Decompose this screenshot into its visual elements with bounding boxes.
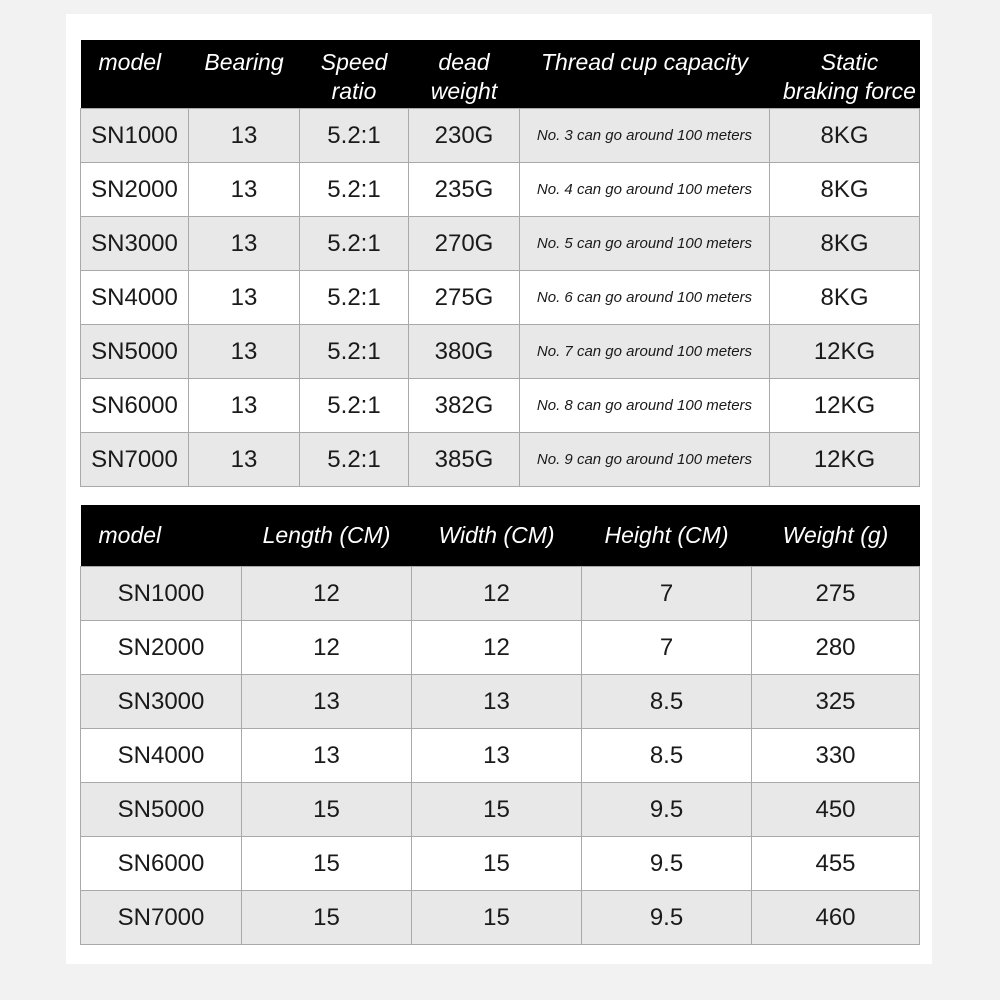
cell-bearing: 13 bbox=[189, 433, 300, 487]
cell-thread-cup-capacity: No. 9 can go around 100 meters bbox=[520, 433, 770, 487]
cell-width: 13 bbox=[412, 729, 582, 783]
cell-model: SN7000 bbox=[81, 891, 242, 945]
cell-length: 15 bbox=[242, 837, 412, 891]
cell-model: SN4000 bbox=[81, 729, 242, 783]
header-model: model bbox=[81, 40, 189, 109]
cell-length: 13 bbox=[242, 729, 412, 783]
cell-bearing: 13 bbox=[189, 217, 300, 271]
header-bearing: Bearing bbox=[189, 40, 300, 109]
table-row bbox=[81, 163, 920, 217]
cell-thread-cup-capacity: No. 6 can go around 100 meters bbox=[520, 271, 770, 325]
cell-length: 15 bbox=[242, 783, 412, 837]
cell-model: SN1000 bbox=[81, 109, 189, 163]
table-row bbox=[81, 567, 920, 621]
cell-width: 12 bbox=[412, 567, 582, 621]
table-row bbox=[81, 325, 920, 379]
cell-height: 9.5 bbox=[582, 783, 752, 837]
table-row bbox=[81, 433, 920, 487]
cell-bearing: 13 bbox=[189, 163, 300, 217]
header-speed-ratio: Speed ratio bbox=[300, 40, 409, 109]
cell-thread-cup-capacity: No. 7 can go around 100 meters bbox=[520, 325, 770, 379]
cell-dead-weight: 230G bbox=[409, 109, 520, 163]
cell-weight: 455 bbox=[752, 837, 920, 891]
cell-weight: 460 bbox=[752, 891, 920, 945]
table-header-row bbox=[81, 40, 920, 109]
reel-spec-table bbox=[80, 40, 920, 487]
table-row bbox=[81, 891, 920, 945]
header-weight: Weight (g) bbox=[752, 505, 920, 567]
cell-speed-ratio: 5.2:1 bbox=[300, 271, 409, 325]
cell-width: 12 bbox=[412, 621, 582, 675]
cell-speed-ratio: 5.2:1 bbox=[300, 109, 409, 163]
cell-bearing: 13 bbox=[189, 325, 300, 379]
cell-thread-cup-capacity: No. 3 can go around 100 meters bbox=[520, 109, 770, 163]
cell-length: 13 bbox=[242, 675, 412, 729]
cell-static-braking-force: 12KG bbox=[770, 325, 920, 379]
cell-width: 15 bbox=[412, 837, 582, 891]
cell-weight: 330 bbox=[752, 729, 920, 783]
cell-height: 7 bbox=[582, 621, 752, 675]
table-row bbox=[81, 379, 920, 433]
cell-dead-weight: 275G bbox=[409, 271, 520, 325]
cell-speed-ratio: 5.2:1 bbox=[300, 379, 409, 433]
cell-weight: 275 bbox=[752, 567, 920, 621]
cell-static-braking-force: 8KG bbox=[770, 109, 920, 163]
cell-model: SN6000 bbox=[81, 837, 242, 891]
cell-thread-cup-capacity: No. 8 can go around 100 meters bbox=[520, 379, 770, 433]
header-model: model bbox=[81, 505, 242, 567]
cell-dead-weight: 385G bbox=[409, 433, 520, 487]
table-row bbox=[81, 109, 920, 163]
table-row bbox=[81, 729, 920, 783]
cell-static-braking-force: 12KG bbox=[770, 379, 920, 433]
table-row bbox=[81, 271, 920, 325]
cell-model: SN2000 bbox=[81, 621, 242, 675]
cell-static-braking-force: 8KG bbox=[770, 271, 920, 325]
cell-model: SN3000 bbox=[81, 675, 242, 729]
cell-model: SN3000 bbox=[81, 217, 189, 271]
cell-static-braking-force: 8KG bbox=[770, 163, 920, 217]
cell-length: 12 bbox=[242, 621, 412, 675]
header-static-braking-force: Static braking force bbox=[770, 40, 920, 109]
cell-bearing: 13 bbox=[189, 271, 300, 325]
reel-dimensions-table bbox=[80, 505, 920, 945]
cell-model: SN5000 bbox=[81, 325, 189, 379]
cell-dead-weight: 380G bbox=[409, 325, 520, 379]
cell-model: SN7000 bbox=[81, 433, 189, 487]
table-row bbox=[81, 783, 920, 837]
header-width: Width (CM) bbox=[412, 505, 582, 567]
cell-weight: 450 bbox=[752, 783, 920, 837]
table-row bbox=[81, 621, 920, 675]
cell-model: SN2000 bbox=[81, 163, 189, 217]
cell-width: 15 bbox=[412, 891, 582, 945]
cell-length: 12 bbox=[242, 567, 412, 621]
cell-width: 13 bbox=[412, 675, 582, 729]
cell-model: SN5000 bbox=[81, 783, 242, 837]
cell-static-braking-force: 12KG bbox=[770, 433, 920, 487]
cell-thread-cup-capacity: No. 4 can go around 100 meters bbox=[520, 163, 770, 217]
header-height: Height (CM) bbox=[582, 505, 752, 567]
table-row bbox=[81, 837, 920, 891]
cell-width: 15 bbox=[412, 783, 582, 837]
cell-speed-ratio: 5.2:1 bbox=[300, 217, 409, 271]
header-thread-cup-capacity: Thread cup capacity bbox=[520, 40, 770, 109]
cell-model: SN4000 bbox=[81, 271, 189, 325]
cell-weight: 280 bbox=[752, 621, 920, 675]
table-row bbox=[81, 217, 920, 271]
cell-dead-weight: 235G bbox=[409, 163, 520, 217]
cell-speed-ratio: 5.2:1 bbox=[300, 433, 409, 487]
cell-model: SN6000 bbox=[81, 379, 189, 433]
table-header-row bbox=[81, 505, 920, 567]
cell-thread-cup-capacity: No. 5 can go around 100 meters bbox=[520, 217, 770, 271]
cell-bearing: 13 bbox=[189, 379, 300, 433]
cell-height: 8.5 bbox=[582, 729, 752, 783]
cell-weight: 325 bbox=[752, 675, 920, 729]
table-row bbox=[81, 675, 920, 729]
cell-model: SN1000 bbox=[81, 567, 242, 621]
cell-speed-ratio: 5.2:1 bbox=[300, 163, 409, 217]
cell-speed-ratio: 5.2:1 bbox=[300, 325, 409, 379]
cell-bearing: 13 bbox=[189, 109, 300, 163]
cell-dead-weight: 270G bbox=[409, 217, 520, 271]
cell-height: 9.5 bbox=[582, 891, 752, 945]
cell-length: 15 bbox=[242, 891, 412, 945]
cell-static-braking-force: 8KG bbox=[770, 217, 920, 271]
header-length: Length (CM) bbox=[242, 505, 412, 567]
header-dead-weight: dead weight bbox=[409, 40, 520, 109]
cell-dead-weight: 382G bbox=[409, 379, 520, 433]
cell-height: 8.5 bbox=[582, 675, 752, 729]
cell-height: 9.5 bbox=[582, 837, 752, 891]
cell-height: 7 bbox=[582, 567, 752, 621]
